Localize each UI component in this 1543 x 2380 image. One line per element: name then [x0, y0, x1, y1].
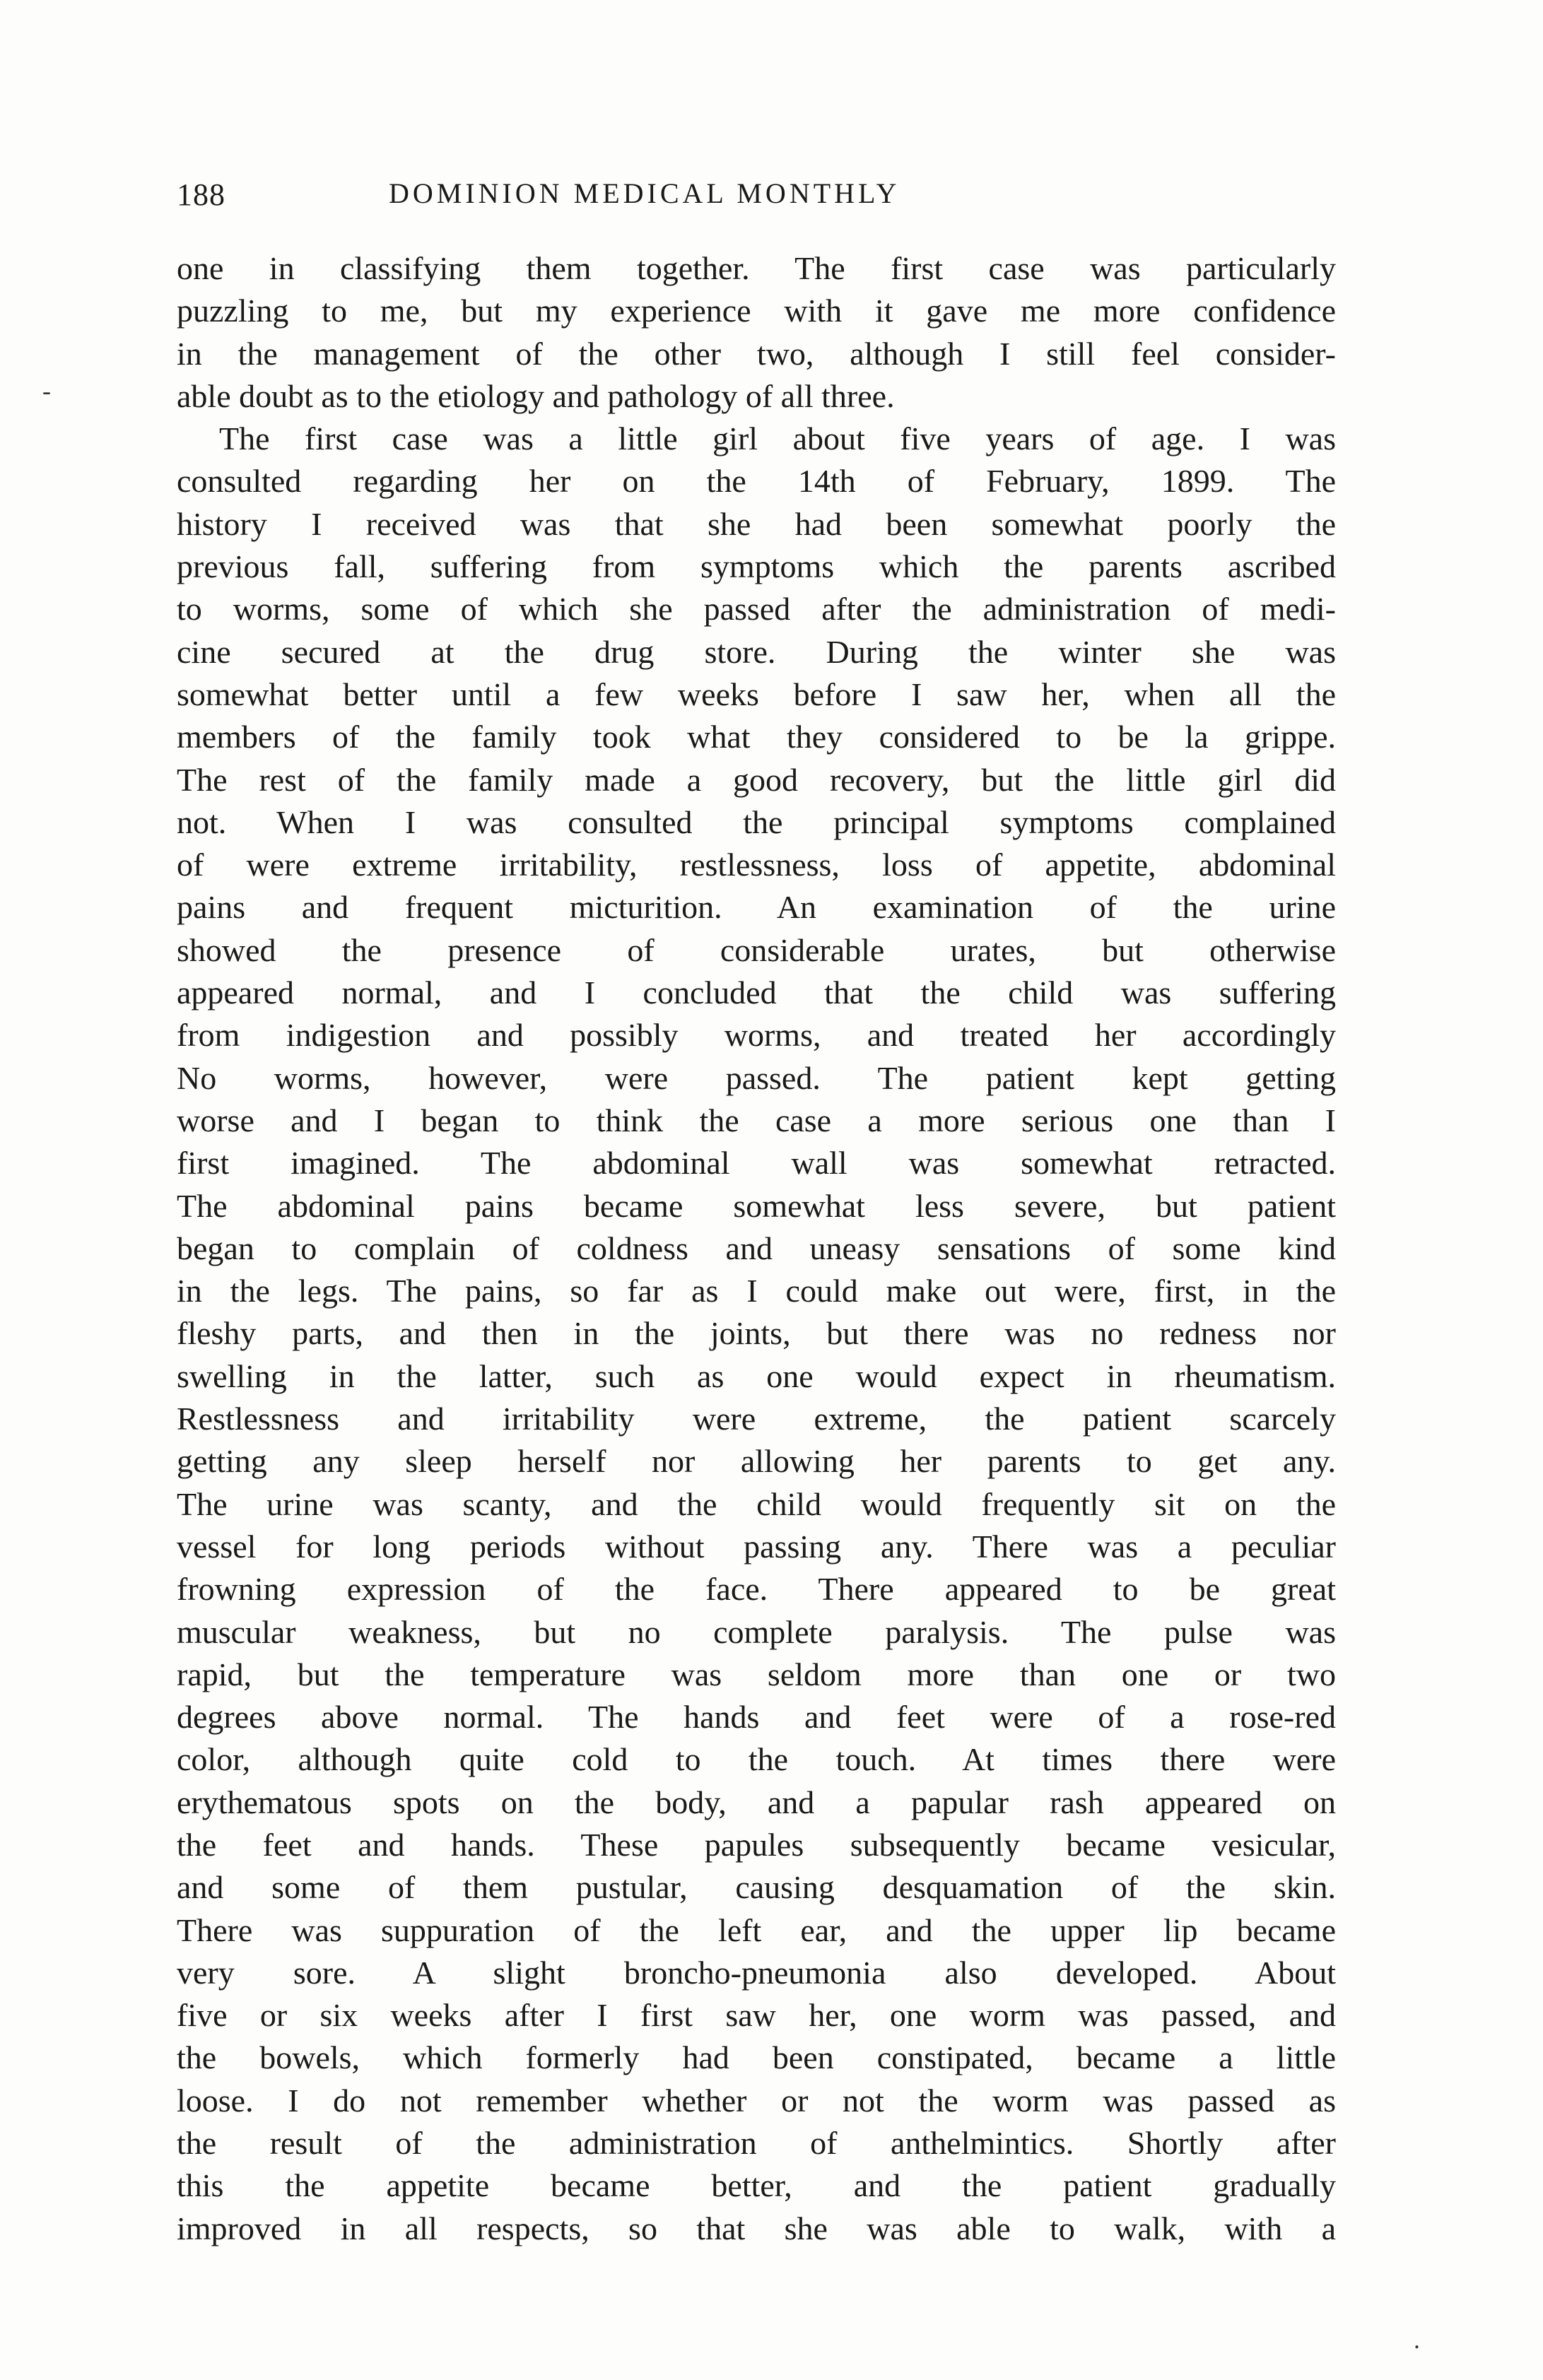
text-line: Restlessness and irritability were extreme, the patient scarcely: [177, 1401, 1336, 1437]
text-line: the feet and hands. These papules subsequently became vesicular,: [177, 1826, 1336, 1863]
text-line: members of the family took what they considered to be la grippe.: [177, 719, 1336, 755]
text-line: in the management of the other two, although I still feel consider-: [177, 335, 1336, 372]
text-line: The abdominal pains became somewhat less severe, but patient: [177, 1187, 1336, 1224]
text-line: in the legs. The pains, so far as I could make out were, first, in the: [177, 1273, 1336, 1309]
margin-mark: .: [1414, 2326, 1420, 2354]
text-line: consulted regarding her on the 14th of February, 1899. The: [177, 463, 1336, 500]
page-header: [177, 177, 1336, 219]
text-line: to worms, some of which she passed after the administration of medi-: [177, 591, 1336, 628]
text-line: erythematous spots on the body, and a papular rash appeared on: [177, 1784, 1336, 1820]
text-line: rapid, but the temperature was seldom more than one or two: [177, 1656, 1336, 1692]
text-line: this the appetite became better, and the patient gradually: [177, 2167, 1336, 2204]
text-line: color, although quite cold to the touch. At times there were: [177, 1741, 1336, 1778]
margin-mark: -: [42, 377, 51, 405]
text-line: showed the presence of considerable urates, but otherwise: [177, 931, 1336, 968]
text-line: fleshy parts, and then in the joints, but there was no redness nor: [177, 1315, 1336, 1352]
text-line: able doubt as to the etiology and pathology of all three.: [177, 377, 895, 414]
text-line: loose. I do not remember whether or not the worm was passed as: [177, 2082, 1336, 2119]
text-line: of were extreme irritability, restlessness, loss of appetite, abdominal: [177, 847, 1336, 883]
text-line: somewhat better until a few weeks before I saw her, when all the: [177, 676, 1336, 712]
text-line: cine secured at the drug store. During the winter she was: [177, 633, 1336, 670]
text-line: appeared normal, and I concluded that the child was suffering: [177, 974, 1336, 1011]
text-line: muscular weakness, but no complete paralysis. The pulse was: [177, 1613, 1336, 1650]
text-line: The rest of the family made a good recovery, but the little girl did: [177, 761, 1336, 798]
text-line: one in classifying them together. The first case was particularly: [177, 250, 1336, 286]
text-line: began to complain of coldness and uneasy sensations of some kind: [177, 1230, 1336, 1266]
text-line: swelling in the latter, such as one would expect in rheumatism.: [177, 1357, 1336, 1394]
text-line: improved in all respects, so that she was able to walk, with a: [177, 2210, 1336, 2246]
text-line: getting any sleep herself nor allowing her parents to get any.: [177, 1443, 1336, 1480]
text-line: first imagined. The abdominal wall was somewhat retracted.: [177, 1145, 1336, 1182]
text-line: and some of them pustular, causing desquamation of the skin.: [177, 1869, 1336, 1906]
text-line: puzzling to me, but my experience with it gave me more confidence: [177, 293, 1336, 329]
text-line: not. When I was consulted the principal symptoms complained: [177, 803, 1336, 840]
text-line: from indigestion and possibly worms, and treated her accordingly: [177, 1017, 1336, 1054]
text-line: No worms, however, were passed. The patient kept getting: [177, 1059, 1336, 1096]
running-title: DOMINION MEDICAL MONTHLY: [389, 177, 900, 209]
text-line: The first case was a little girl about five years of age. I was: [219, 420, 1336, 457]
text-line: The urine was scanty, and the child would frequently sit on the: [177, 1485, 1336, 1522]
text-line: pains and frequent micturition. An examination of the urine: [177, 889, 1336, 926]
body-text: [177, 247, 1336, 2250]
text-line: five or six weeks after I first saw her, one worm was passed, and: [177, 1997, 1336, 2034]
text-line: vessel for long periods without passing any. There was a peculiar: [177, 1528, 1336, 1565]
text-line: previous fall, suffering from symptoms which the parents ascribed: [177, 548, 1336, 585]
text-line: the bowels, which formerly had been constipated, became a little: [177, 2039, 1336, 2076]
text-line: the result of the administration of anthelmintics. Shortly after: [177, 2125, 1336, 2162]
text-line: frowning expression of the face. There appeared to be great: [177, 1571, 1336, 1608]
page-number: 188: [177, 177, 225, 212]
text-line: history I received was that she had been somewhat poorly the: [177, 505, 1336, 542]
text-line: degrees above normal. The hands and feet were of a rose-red: [177, 1699, 1336, 1736]
text-line: There was suppuration of the left ear, and the upper lip became: [177, 1911, 1336, 1948]
text-line: very sore. A slight broncho-pneumonia also developed. About: [177, 1954, 1336, 1991]
text-line: worse and I began to think the case a more serious one than I: [177, 1102, 1336, 1138]
